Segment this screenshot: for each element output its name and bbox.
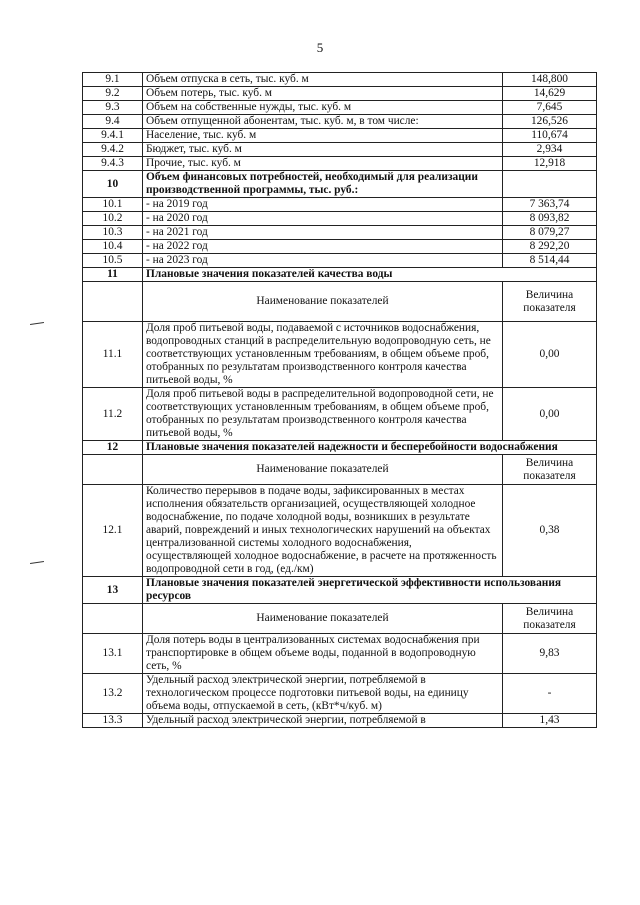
row-number: 9.4.2 <box>83 143 143 157</box>
row-number: 11.2 <box>83 388 143 441</box>
table-row <box>83 115 597 129</box>
column-header-value: Величина показателя <box>503 282 597 322</box>
table-row <box>83 254 597 268</box>
row-number: 10.4 <box>83 240 143 254</box>
column-header-name: Наименование показателей <box>143 282 503 322</box>
row-number: 11.1 <box>83 322 143 388</box>
row-label: Объем потерь, тыс. куб. м <box>143 87 503 101</box>
section-number: 11 <box>83 268 143 282</box>
table-row <box>83 226 597 240</box>
row-label: Доля проб питьевой воды в распределительной водопроводной сети, не соответствующих установленным требованиям, в общем объеме проб, отобранных по результатам производственного контроля качества питьевой воды, % <box>143 388 503 441</box>
row-value: 0,38 <box>503 485 597 577</box>
section-number: 10 <box>83 171 143 198</box>
program-table <box>82 72 597 728</box>
row-label: Количество перерывов в подаче воды, зафиксированных в местах исполнения обязательств организацией, осуществляющей холодное водоснабжение, по подаче холодной воды, возникших в результате аварий, повреждений и иных технологических нарушений на объектах централизованной системы холодного водоснабжения, осуществляющей холодное водоснабжение, в расчете на протяженность водопроводной сети в год, (ед./км) <box>143 485 503 577</box>
section-header-row <box>83 171 597 198</box>
row-number: 9.4 <box>83 115 143 129</box>
row-number: 10.5 <box>83 254 143 268</box>
row-label: Население, тыс. куб. м <box>143 129 503 143</box>
column-header-value: Величина показателя <box>503 604 597 634</box>
row-number: 13.1 <box>83 634 143 674</box>
column-header-row <box>83 282 597 322</box>
section-title: Плановые значения показателей энергетической эффективности использования ресурсов <box>143 577 597 604</box>
row-label: Объем отпуска в сеть, тыс. куб. м <box>143 73 503 87</box>
row-number: 10.2 <box>83 212 143 226</box>
row-label: Доля потерь воды в централизованных системах водоснабжения при транспортировке в общем объеме воды, поданной в водопроводную сеть, % <box>143 634 503 674</box>
row-value: 2,934 <box>503 143 597 157</box>
row-number: 9.4.3 <box>83 157 143 171</box>
section-title: Плановые значения показателей качества воды <box>143 268 597 282</box>
column-header-row <box>83 604 597 634</box>
row-number: 10.1 <box>83 198 143 212</box>
section-title: Плановые значения показателей надежности и бесперебойности водоснабжения <box>143 441 597 455</box>
row-number: 9.1 <box>83 73 143 87</box>
section-number: 13 <box>83 577 143 604</box>
table-row <box>83 87 597 101</box>
row-label: Бюджет, тыс. куб. м <box>143 143 503 157</box>
row-value: 12,918 <box>503 157 597 171</box>
row-value: 1,43 <box>503 714 597 728</box>
row-label: Объем на собственные нужды, тыс. куб. м <box>143 101 503 115</box>
row-value: 0,00 <box>503 388 597 441</box>
column-header-value: Величина показателя <box>503 455 597 485</box>
table-row <box>83 674 597 714</box>
row-value: 8 079,27 <box>503 226 597 240</box>
column-header-row <box>83 455 597 485</box>
row-number: 12.1 <box>83 485 143 577</box>
table-row <box>83 322 597 388</box>
row-value: 8 093,82 <box>503 212 597 226</box>
table-row <box>83 129 597 143</box>
margin-mark <box>30 561 44 564</box>
row-value: 110,674 <box>503 129 597 143</box>
row-label: Удельный расход электрической энергии, потребляемой в технологическом процессе подготовки питьевой воды, на единицу объема воды, отпускаемой в сеть, (кВт*ч/куб. м) <box>143 674 503 714</box>
row-number: 13.2 <box>83 674 143 714</box>
table-row <box>83 714 597 728</box>
column-header-name: Наименование показателей <box>143 455 503 485</box>
table-row <box>83 198 597 212</box>
table-row <box>83 143 597 157</box>
table-row <box>83 157 597 171</box>
row-value: 0,00 <box>503 322 597 388</box>
row-label: Объем отпущенной абонентам, тыс. куб. м, в том числе: <box>143 115 503 129</box>
section-header-row <box>83 441 597 455</box>
section-header-row <box>83 577 597 604</box>
row-value: 8 292,20 <box>503 240 597 254</box>
row-number: 13.3 <box>83 714 143 728</box>
table-row <box>83 101 597 115</box>
section-number: 12 <box>83 441 143 455</box>
row-value: 14,629 <box>503 87 597 101</box>
table-row <box>83 240 597 254</box>
column-header-name: Наименование показателей <box>143 604 503 634</box>
row-number: 9.2 <box>83 87 143 101</box>
row-value: 7,645 <box>503 101 597 115</box>
page-number: 5 <box>316 40 324 55</box>
row-label: - на 2023 год <box>143 254 503 268</box>
section-title: Объем финансовых потребностей, необходимый для реализации производственной программы, тыс. руб.: <box>143 171 503 198</box>
row-label: Прочие, тыс. куб. м <box>143 157 503 171</box>
row-number: 10.3 <box>83 226 143 240</box>
row-value: 7 363,74 <box>503 198 597 212</box>
row-value: 148,800 <box>503 73 597 87</box>
row-value: 9,83 <box>503 634 597 674</box>
table-row <box>83 388 597 441</box>
row-label: - на 2021 год <box>143 226 503 240</box>
row-label: Удельный расход электрической энергии, потребляемой в <box>143 714 503 728</box>
row-label: Доля проб питьевой воды, подаваемой с источников водоснабжения, водопроводных станций в распределительную водопроводную сеть, не соответствующих установленным требованиям, в общем объеме проб, отобранных по результатам производственного контроля качества питьевой воды, % <box>143 322 503 388</box>
row-label: - на 2022 год <box>143 240 503 254</box>
row-label: - на 2019 год <box>143 198 503 212</box>
table-row <box>83 73 597 87</box>
row-value: 126,526 <box>503 115 597 129</box>
table-row <box>83 634 597 674</box>
row-value: 8 514,44 <box>503 254 597 268</box>
table-row <box>83 485 597 577</box>
row-number: 9.4.1 <box>83 129 143 143</box>
row-value: - <box>503 674 597 714</box>
section-header-row <box>83 268 597 282</box>
row-number: 9.3 <box>83 101 143 115</box>
row-label: - на 2020 год <box>143 212 503 226</box>
table-row <box>83 212 597 226</box>
margin-mark <box>30 322 44 325</box>
